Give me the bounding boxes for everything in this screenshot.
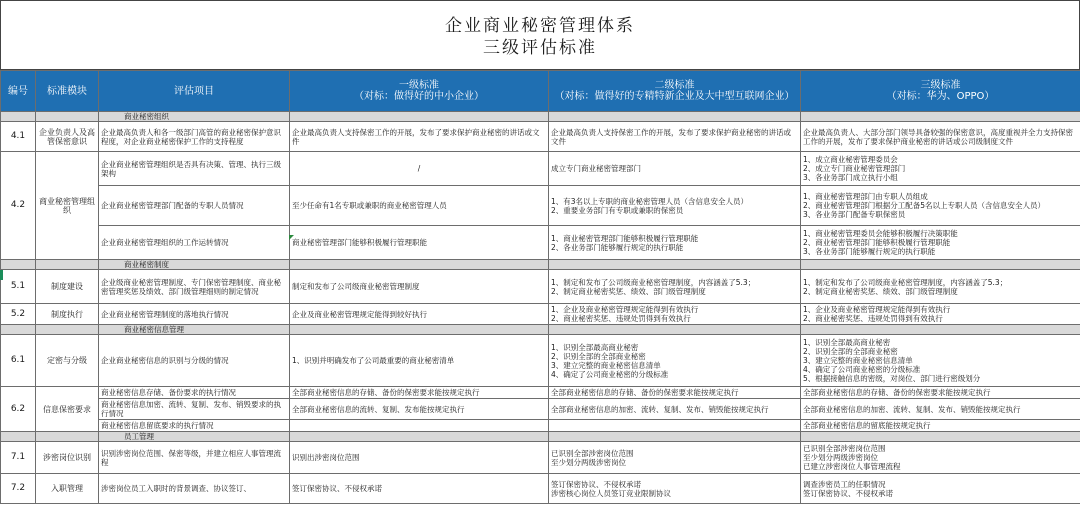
- cell-line: 3、各业务部门成立执行小组: [803, 173, 898, 182]
- cell-line: 3、建立完整的商业秘密信息清单: [551, 360, 661, 370]
- cell-line: 1、识别全部最高商业秘密: [803, 338, 891, 347]
- row-level-1: 识别出涉密岗位范围: [290, 442, 549, 474]
- header-level-3: [801, 71, 1080, 112]
- header-level-2: [549, 71, 801, 112]
- row-level-2: [549, 474, 801, 504]
- section-label: 商业秘密制度: [99, 260, 290, 270]
- standards-table: [0, 70, 1080, 504]
- row-level-2: [549, 270, 801, 304]
- header-level-2-benchmark: （对标：做得好的专精特新企业及大中型互联网企业）: [554, 91, 795, 102]
- table-row: [1, 152, 1080, 186]
- row-module: 制度建设: [36, 270, 99, 304]
- row-level-1: 商业秘密管理部门能够积极履行管理职能: [290, 226, 549, 260]
- row-item: 企业商业秘密信息的识别与分级的情况: [99, 335, 290, 387]
- row-level-3: [801, 152, 1080, 186]
- header-module: 标准模块: [36, 71, 99, 112]
- table-row: [1, 270, 1080, 304]
- cell-line: 2、商业秘密管理部门能够积极履行管理职能: [803, 238, 951, 247]
- row-level-3: 企业最高负责人、大部分部门领导具备较强的保密意识，高度重视并全力支持保密工作的开展，发布了要求保护商业秘密的讲话或公司级制度文件: [801, 122, 1080, 152]
- row-level-2: 全部商业秘密信息的加密、流转、复制、发布、销毁能按规定执行: [549, 399, 801, 420]
- document-title: [0, 0, 1080, 70]
- table-row: [1, 186, 1080, 226]
- row-level-1: 签订保密协议、不侵权承诺: [290, 474, 549, 504]
- row-level-1: 1、识别并明确发布了公司最重要的商业秘密清单: [290, 335, 549, 387]
- row-level-1: 制定和发布了公司级商业秘密管理制度: [290, 270, 549, 304]
- row-level-2: [549, 226, 801, 260]
- cell-line: 已识别全部涉密岗位范围: [803, 444, 886, 453]
- cell-line: 5、根据接触信息的密级，对岗位、部门进行密级划分: [803, 374, 981, 383]
- cell-line: 已识别全部涉密岗位范围: [551, 448, 634, 458]
- row-item: 商业秘密信息存储、备份要求的执行情况: [99, 387, 290, 399]
- table-row: [1, 420, 1080, 432]
- header-item: 评估项目: [99, 71, 290, 112]
- table-row: [1, 474, 1080, 504]
- section-label: 商业秘密组织: [99, 112, 290, 122]
- row-level-2: [549, 420, 801, 432]
- cell-line: 1、企业及商业秘密管理规定能得到有效执行: [803, 305, 951, 314]
- row-item: 企业商业秘密管理组织是否具有决策、管理、执行三级架构: [99, 152, 290, 186]
- cell-line: 3、各业务部门能够履行规定的执行职能: [803, 247, 936, 256]
- header-level-1-benchmark: （对标：做得好的中小企业）: [354, 91, 484, 102]
- section-row: [1, 260, 1080, 270]
- row-level-1: 全部商业秘密信息的存储、备份的保密要求能按规定执行: [290, 387, 549, 399]
- section-row: [1, 432, 1080, 442]
- cell-line: 2、制定商业秘密奖惩、绩效、部门级管理制度: [803, 286, 958, 296]
- table-row: [1, 226, 1080, 260]
- cell-line: 3、建立完整的商业秘密信息清单: [803, 356, 913, 365]
- row-number: 6.1: [1, 335, 36, 387]
- row-level-2: 成立专门商业秘密管理部门: [549, 152, 801, 186]
- cell-line: 2、识别全部的全部商业秘密: [551, 351, 646, 361]
- row-item: 商业秘密信息留底要求的执行情况: [99, 420, 290, 432]
- row-item: 涉密岗位员工入职时的背景调查、协议签订、: [99, 474, 290, 504]
- cell-line: 2、商业秘密奖惩、违规处罚得到有效执行: [803, 314, 943, 323]
- row-number: 6.2: [1, 387, 36, 432]
- cell-line: 1、成立商业秘密管理委员会: [803, 155, 898, 164]
- row-level-3: 全部商业秘密信息的留底能按规定执行: [801, 420, 1080, 432]
- row-level-1: 企业最高负责人支持保密工作的开展，发布了要求保护商业秘密的讲话或文件: [290, 122, 549, 152]
- row-item: 商业秘密信息加密、流转、复制、发布、销毁要求的执行情况: [99, 399, 290, 420]
- row-level-3: [801, 335, 1080, 387]
- cell-line: 2、重要业务部门有专职或兼职的保密员: [551, 205, 684, 215]
- cell-line: 签订保密协议、不侵权承诺: [803, 488, 893, 498]
- row-module: 入职管理: [36, 474, 99, 504]
- row-item: 企业商业秘密管理组织的工作运转情况: [99, 226, 290, 260]
- row-level-1: 企业及商业秘密管理规定能得到较好执行: [290, 304, 549, 325]
- cell-line: 1、企业及商业秘密管理规定能得到有效执行: [551, 305, 699, 314]
- row-selection-marker: [0, 270, 3, 280]
- cell-line: 1、制定和发布了公司级商业秘密管理制度，内容涵盖了5.3；: [551, 277, 756, 287]
- row-module: 商业秘密管理组织: [36, 152, 99, 260]
- row-level-3: [801, 270, 1080, 304]
- cell-line: 4、确定了公司商业秘密的分级标准: [551, 369, 669, 379]
- row-level-2: [549, 335, 801, 387]
- cell-line: 1、商业秘密管理委员会能够积极履行决策职能: [803, 229, 958, 238]
- row-number: 4.1: [1, 122, 36, 152]
- cell-line: 3、各业务部门配备专职保密员: [803, 210, 906, 219]
- row-level-3: [801, 474, 1080, 504]
- row-level-3: 全部商业秘密信息的存储、备份的保密要求能按规定执行: [801, 387, 1080, 399]
- row-level-1: /: [290, 152, 549, 186]
- cell-line: 2、识别全部的全部商业秘密: [803, 347, 898, 356]
- row-level-3: 全部商业秘密信息的加密、流转、复制、发布、销毁能按规定执行: [801, 399, 1080, 420]
- cell-line: 2、成立专门商业秘密管理部门: [803, 164, 906, 173]
- row-number: 5.1: [1, 270, 36, 304]
- row-level-2: [549, 442, 801, 474]
- row-level-1: [290, 420, 549, 432]
- title-line-2: 三级评估标准: [483, 38, 597, 58]
- header-no: 编号: [1, 71, 36, 112]
- cell-line: 2、制定商业秘密奖惩、绩效、部门级管理制度: [551, 286, 706, 296]
- cell-comment-indicator: [289, 235, 294, 240]
- row-item: 企业最高负责人和各一级部门高管的商业秘密保护意识程度，对企业商业秘密保护工作的支持程度: [99, 122, 290, 152]
- table-row: [1, 387, 1080, 399]
- cell-line: 至少划分两级涉密岗位: [803, 453, 878, 462]
- section-label: 员工管理: [99, 432, 290, 442]
- section-label: 商业秘密信息管理: [99, 325, 290, 335]
- cell-line: 1、识别全部最高商业秘密: [551, 342, 639, 352]
- table-row: [1, 442, 1080, 474]
- header-level-2-title: 二级标准: [654, 80, 695, 91]
- header-level-3-title: 三级标准: [920, 80, 961, 91]
- row-level-3: [801, 442, 1080, 474]
- header-row: [1, 71, 1080, 112]
- header-level-1-title: 一级标准: [399, 80, 439, 91]
- table-row: [1, 122, 1080, 152]
- row-number: 7.2: [1, 474, 36, 504]
- row-item: 企业商业秘密管理部门配备的专职人员情况: [99, 186, 290, 226]
- row-level-2: [549, 186, 801, 226]
- cell-line: 2、商业秘密奖惩、违规处罚得到有效执行: [551, 314, 691, 323]
- cell-line: 2、各业务部门能够履行规定的执行职能: [551, 242, 684, 252]
- row-level-2: 全部商业秘密信息的存储、备份的保密要求能按规定执行: [549, 387, 801, 399]
- row-item: 企业级商业秘密管理制度、专门保密管理制度、商业秘密管理奖惩及绩效、部门级管理细则的制定情况: [99, 270, 290, 304]
- cell-line: 1、制定和发布了公司级商业秘密管理制度，内容涵盖了5.3；: [803, 277, 1008, 287]
- cell-line: 2、商业秘密管理部门根据分工配备5名以上专职人员（含信息安全人员）: [803, 201, 1046, 210]
- row-module: 制度执行: [36, 304, 99, 325]
- cell-line: 1、商业秘密管理部门由专职人员组成: [803, 192, 928, 201]
- cell-line: 调查涉密员工的任职情况: [803, 479, 886, 489]
- section-row: [1, 325, 1080, 335]
- cell-line: 4、确定了公司商业秘密的分级标准: [803, 365, 921, 374]
- cell-line: 已建立涉密岗位人事管理流程: [803, 462, 901, 471]
- row-item: 识别涉密岗位范围、保密等级，并建立相应人事管理流程: [99, 442, 290, 474]
- table-row: [1, 399, 1080, 420]
- section-row: [1, 112, 1080, 122]
- header-level-3-benchmark: （对标：华为、OPPO）: [886, 91, 995, 102]
- row-number: 4.2: [1, 152, 36, 260]
- row-module: 信息保密要求: [36, 387, 99, 432]
- row-module: 定密与分级: [36, 335, 99, 387]
- row-level-2: [549, 304, 801, 325]
- cell-line: 1、有3名以上专职的商业秘密管理人员（含信息安全人员）: [551, 196, 749, 206]
- row-level-1: 至少任命有1名专职或兼职的商业秘密管理人员: [290, 186, 549, 226]
- title-line-1: 企业商业秘密管理体系: [445, 16, 635, 36]
- cell-line: 至少划分两级涉密岗位: [551, 457, 626, 467]
- row-number: 5.2: [1, 304, 36, 325]
- cell-line: 涉密核心岗位人员签订竞业限制协议: [551, 488, 671, 498]
- table-row: [1, 335, 1080, 387]
- row-level-3: [801, 186, 1080, 226]
- table-row: [1, 304, 1080, 325]
- row-level-3: [801, 226, 1080, 260]
- row-item: 企业商业秘密管理制度的落地执行情况: [99, 304, 290, 325]
- cell-line: 签订保密协议、不侵权承诺: [551, 479, 641, 489]
- header-level-1: [290, 71, 549, 112]
- row-module: 涉密岗位识别: [36, 442, 99, 474]
- row-module: 企业负责人及高管保密意识: [36, 122, 99, 152]
- row-level-3: [801, 304, 1080, 325]
- row-level-2: 企业最高负责人支持保密工作的开展，发布了要求保护商业秘密的讲话或文件: [549, 122, 801, 152]
- cell-line: 1、商业秘密管理部门能够积极履行管理职能: [551, 233, 699, 243]
- row-level-1: 全部商业秘密信息的流转、复制、发布能按规定执行: [290, 399, 549, 420]
- row-number: 7.1: [1, 442, 36, 474]
